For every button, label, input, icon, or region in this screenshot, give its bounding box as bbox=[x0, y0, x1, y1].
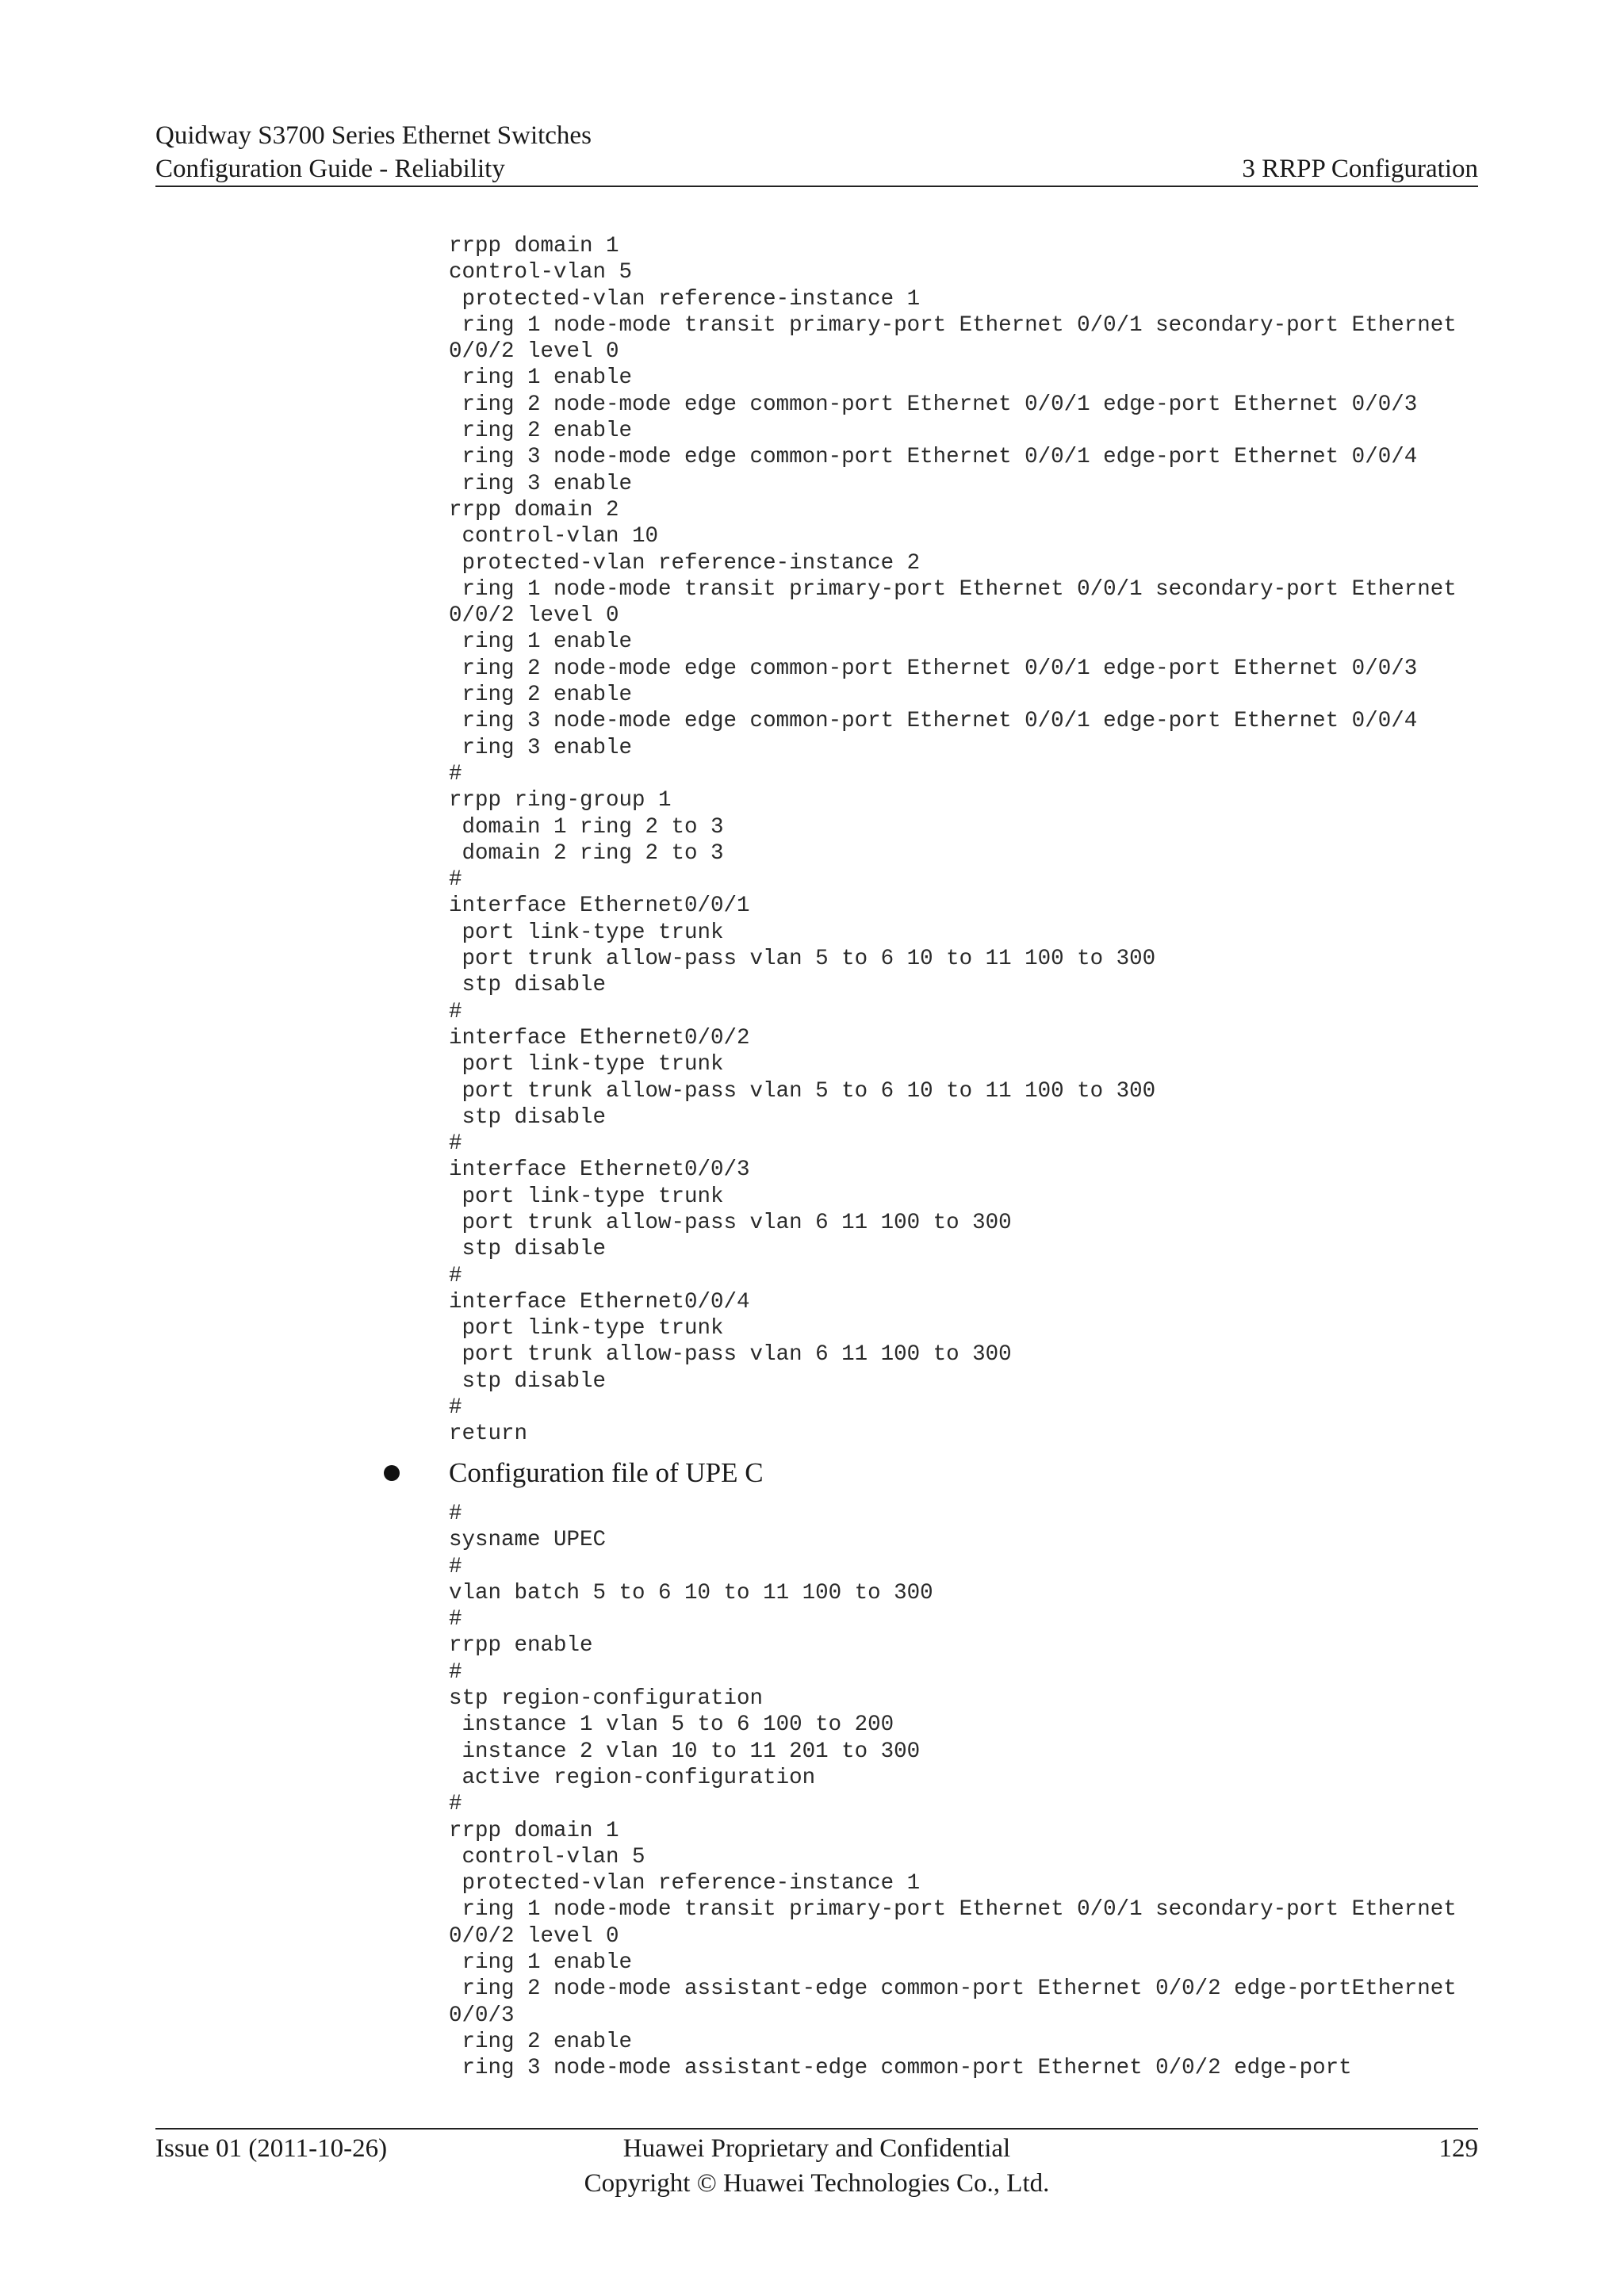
footer-center bbox=[155, 2131, 1478, 2201]
header-row bbox=[155, 152, 1478, 186]
code-line: ring 1 node-mode transit primary-port Ethernet 0/0/1 secondary-port Ethernet bbox=[449, 312, 1457, 338]
code-line: protected-vlan reference-instance 1 bbox=[449, 1871, 921, 1896]
code-line: stp disable bbox=[449, 1104, 607, 1130]
code-line: ring 2 node-mode edge common-port Ethernet 0/0/1 edge-port Ethernet 0/0/3 bbox=[449, 392, 1418, 417]
code-line: ring 2 node-mode edge common-port Ethernet 0/0/1 edge-port Ethernet 0/0/3 bbox=[449, 656, 1418, 681]
code-line: # bbox=[449, 1659, 462, 1685]
code-line: ring 2 node-mode assistant-edge common-port Ethernet 0/0/2 edge-portEthernet bbox=[449, 1976, 1457, 2002]
code-line: control-vlan 5 bbox=[449, 1844, 645, 1869]
code-line: port trunk allow-pass vlan 6 11 100 to 300 bbox=[449, 1210, 1012, 1235]
code-line: rrpp ring-group 1 bbox=[449, 788, 672, 813]
footer-copyright: Copyright © Huawei Technologies Co., Ltd. bbox=[584, 2169, 1050, 2198]
code-line: stp disable bbox=[449, 973, 607, 998]
code-line: # bbox=[449, 999, 462, 1024]
code-line: # bbox=[449, 1131, 462, 1157]
code-block-upe-b-config bbox=[449, 233, 1457, 1448]
code-line: interface Ethernet0/0/3 bbox=[449, 1158, 750, 1183]
code-line: ring 3 node-mode edge common-port Ethernet 0/0/1 edge-port Ethernet 0/0/4 bbox=[449, 709, 1418, 734]
code-line: protected-vlan reference-instance 1 bbox=[449, 286, 921, 312]
code-line: control-vlan 10 bbox=[449, 524, 659, 549]
code-line: # bbox=[449, 1263, 462, 1288]
code-line: stp disable bbox=[449, 1368, 607, 1394]
code-line: 0/0/2 level 0 bbox=[449, 339, 619, 365]
page-number: 129 bbox=[1438, 2134, 1478, 2163]
code-line: port link-type trunk bbox=[449, 1184, 724, 1209]
code-block-upe-c-config bbox=[449, 1501, 1457, 2082]
code-line: rrpp domain 1 bbox=[449, 234, 619, 258]
code-line: # bbox=[449, 1395, 462, 1421]
code-line: ring 1 enable bbox=[449, 365, 633, 391]
footer-issue: Issue 01 (2011-10-26) bbox=[155, 2134, 388, 2163]
code-line: stp disable bbox=[449, 1237, 607, 1262]
code-line: rrpp enable bbox=[449, 1633, 593, 1659]
code-line: 0/0/2 level 0 bbox=[449, 603, 619, 629]
header-chapter: 3 RRPP Configuration bbox=[1242, 155, 1478, 183]
code-line: port trunk allow-pass vlan 5 to 6 10 to 11 100 to 300 bbox=[449, 947, 1156, 972]
code-line: domain 1 ring 2 to 3 bbox=[449, 814, 724, 840]
code-line: ring 3 node-mode edge common-port Ethernet 0/0/1 edge-port Ethernet 0/0/4 bbox=[449, 445, 1418, 470]
code-line: return bbox=[449, 1422, 528, 1447]
code-line: port trunk allow-pass vlan 5 to 6 10 to 11 100 to 300 bbox=[449, 1078, 1156, 1104]
code-line: # bbox=[449, 761, 462, 786]
code-line: ring 3 enable bbox=[449, 735, 633, 760]
code-line: ring 2 enable bbox=[449, 419, 633, 444]
code-line: 0/0/2 level 0 bbox=[449, 1923, 619, 1949]
header-guide: Configuration Guide - Reliability bbox=[155, 155, 505, 183]
code-line: interface Ethernet0/0/1 bbox=[449, 894, 750, 919]
page-header bbox=[155, 119, 1478, 186]
code-line: ring 2 enable bbox=[449, 2029, 633, 2054]
code-line: instance 1 vlan 5 to 6 100 to 200 bbox=[449, 1712, 894, 1738]
code-line: vlan batch 5 to 6 10 to 11 100 to 300 bbox=[449, 1580, 933, 1605]
code-line: port trunk allow-pass vlan 6 11 100 to 300 bbox=[449, 1342, 1012, 1368]
code-line: ring 1 node-mode transit primary-port Ethernet 0/0/1 secondary-port Ethernet bbox=[449, 576, 1457, 602]
code-line: control-vlan 5 bbox=[449, 260, 633, 285]
bullet-dot-icon bbox=[384, 1465, 400, 1481]
code-line: # bbox=[449, 1607, 462, 1632]
code-line: interface Ethernet0/0/2 bbox=[449, 1025, 750, 1050]
code-line: port link-type trunk bbox=[449, 1316, 724, 1341]
bullet-title: Configuration file of UPE C bbox=[449, 1457, 764, 1488]
code-line: rrpp domain 1 bbox=[449, 1818, 619, 1843]
code-line: # bbox=[449, 1792, 462, 1817]
code-line: 0/0/3 bbox=[449, 2003, 515, 2028]
code-line: # bbox=[449, 1502, 462, 1526]
code-line: stp region-configuration bbox=[449, 1686, 764, 1712]
code-line: ring 2 enable bbox=[449, 683, 633, 708]
code-line: port link-type trunk bbox=[449, 1052, 724, 1077]
code-line: # bbox=[449, 1554, 462, 1579]
footer-proprietary: Huawei Proprietary and Confidential bbox=[622, 2134, 1011, 2163]
header-divider bbox=[155, 186, 1478, 187]
code-line: protected-vlan reference-instance 2 bbox=[449, 550, 921, 576]
header-product: Quidway S3700 Series Ethernet Switches bbox=[155, 121, 592, 150]
code-line: ring 3 node-mode assistant-edge common-port Ethernet 0/0/2 edge-port bbox=[449, 2056, 1352, 2081]
footer-divider bbox=[155, 2128, 1478, 2130]
code-line: instance 2 vlan 10 to 11 201 to 300 bbox=[449, 1739, 921, 1764]
code-line: ring 1 node-mode transit primary-port Ethernet 0/0/1 secondary-port Ethernet bbox=[449, 1897, 1457, 1923]
code-line: ring 3 enable bbox=[449, 471, 633, 496]
code-line: ring 1 enable bbox=[449, 629, 633, 655]
code-line: rrpp domain 2 bbox=[449, 497, 619, 522]
code-line: ring 1 enable bbox=[449, 1950, 633, 1976]
bullet-item bbox=[384, 1456, 764, 1490]
code-line: interface Ethernet0/0/4 bbox=[449, 1289, 750, 1314]
code-line: # bbox=[449, 867, 462, 893]
code-line: port link-type trunk bbox=[449, 920, 724, 945]
code-line: sysname UPEC bbox=[449, 1528, 607, 1553]
code-line: domain 2 ring 2 to 3 bbox=[449, 840, 724, 866]
code-line: active region-configuration bbox=[449, 1765, 816, 1790]
